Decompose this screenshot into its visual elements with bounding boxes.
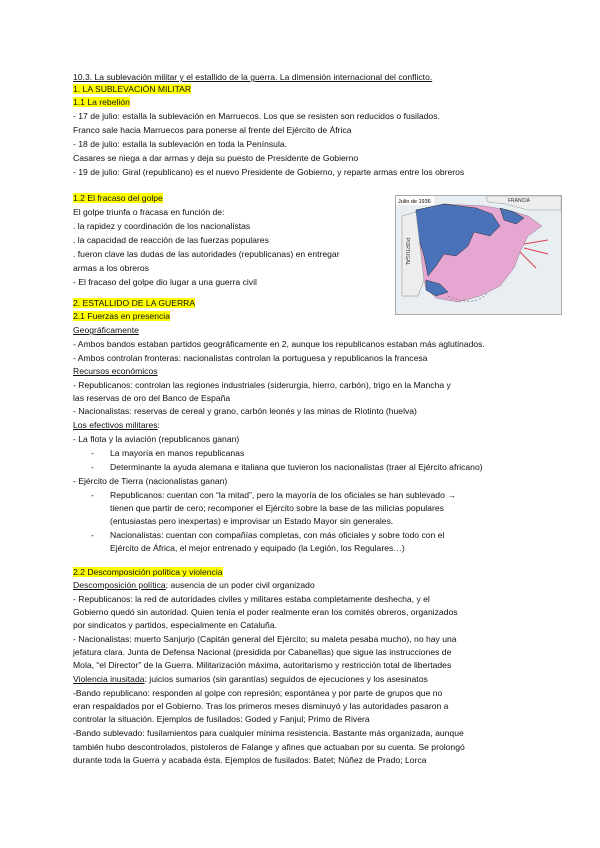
list-bullet: - [91,530,94,540]
list-item-line: Ejército de África, el mejor entrenado y equipado (la Legión, los Regulares…) [110,543,405,553]
list-bullet: - [91,462,94,472]
paragraph-line: El golpe triunfa o fracasa en función de: [73,207,225,217]
paragraph-line: jefatura clara. Junta de Defensa Nacional (presidida por Cabanellas) que sigue las instrucciones de [73,647,452,657]
subheading-recursos: Recursos económicos [73,366,158,376]
subheading-efectivos: Los efectivos militares [73,420,158,430]
paragraph-line: - 19 de julio: Giral (republicano) es el nuevo Presidente de Gobierno, y reparte armas entre los obreros [73,167,465,177]
paragraph-line: - 17 de julio: estalla la sublevación en Marruecos. Los que se resisten son reducidos o fusilados. [73,111,440,121]
list-item: Determinante la ayuda alemana e italiana que tuvieron los nacionalistas (traer al Ejército africano) [110,462,483,472]
subheading-violencia: Violencia inusitada [73,674,145,684]
paragraph-line: -Bando republicano: responden al golpe con represión; espontánea y por parte de grupos que no [73,688,443,698]
subheading-geograficamente: Geográficamente [73,325,139,335]
paragraph-line: las reservas de oro del Banco de España [73,393,231,403]
section-1-heading: 1. LA SUBLEVACIÓN MILITAR [73,84,192,94]
document-title: 10.3. La sublevación militar y el estallido de la guerra. La dimensión internacional del conflicto. [73,72,433,82]
subheading-efectivos-colon: : [157,420,160,430]
section-1-2-heading: 1.2 El fracaso del golpe [73,193,163,203]
map-graphic [396,196,561,314]
map-label-france: FRANCIA [508,198,530,204]
paragraph-line: . la rapidez y coordinación de los nacionalistas [73,221,251,231]
paragraph-line: - 18 de julio: estalla la sublevación en toda la Península. [73,139,288,149]
paragraph-line: armas a los obreros [73,263,149,273]
section-2-2-heading: 2.2 Descomposición política y violencia [73,567,223,577]
paragraph-line: . fueron clave las dudas de las autoridades (republicanas) en entregar [73,249,340,259]
list-bullet: - [91,448,94,458]
subheading-descomposicion-rest: ; ausencia de un poder civil organizado [165,580,315,590]
paragraph-line: durante toda la Guerra y acabada ésta. Ejemplos de fusilados: Batet; Núñez de Prado; Lorca [73,755,427,765]
paragraph-line: controlar la situación. Ejemplos de fusilados: Goded y Fanjul; Primo de Rivera [73,714,370,724]
list-item-line: tienen que partir de cero; recomponer el Ejército sobre la base de las milicias populares [110,503,444,513]
paragraph-line: Casares se niega a dar armas y deja su puesto de Presidente de Gobierno [73,153,359,163]
paragraph-line: por sindicatos y partidos, especialmente en Cataluña. [73,620,277,630]
paragraph-line: Franco sale hacia Marruecos para ponerse al frente del Ejército de África [73,125,352,135]
paragraph-line: - Republicanos: controlan las regiones industriales (siderurgia, hierro, carbón), trigo en la Mancha y [73,380,451,390]
paragraph-line: - La flota y la aviación (republicanos ganan) [73,434,240,444]
section-2-1-heading: 2.1 Fuerzas en presencia [73,311,170,321]
paragraph-line: - Republicanos: la red de autoridades civiles y militares estaba completamente deshecha, y el [73,594,430,604]
paragraph-line: - Ambos controlan fronteras: nacionalistas controlan la portuguesa y republicanos la francesa [73,353,428,363]
paragraph-line: Mola, “el Director” de la Guerra. Militarización máxima, autoritarismo y restricción total de libertades [73,660,452,670]
paragraph-line: - Nacionalistas: muerto Sanjurjo (Capitán general del Ejército; su maleta pesaba mucho), no hay una [73,634,457,644]
paragraph-line: - El fracaso del golpe dio lugar a una guerra civil [73,277,257,287]
subheading-descomposicion: Descomposición política [73,580,166,590]
paragraph-line: - Ejército de Tierra (nacionalistas ganan) [73,476,228,486]
list-item: Republicanos: cuentan con “la mitad”, pero la mayoría de los oficiales se han sublevado → [110,490,456,500]
map-caption: Julio de 1936 [398,199,431,205]
spain-july-1936-map [395,195,562,315]
section-1-1-heading: 1.1 La rebelión [73,97,130,107]
subheading-violencia-rest: : juicios sumarios (sin garantías) seguidos de ejecuciones y los asesinatos [144,674,428,684]
section-2-heading: 2. ESTALLIDO DE LA GUERRA [73,298,196,308]
paragraph-line: eran respaldados por el Gobierno. Tras los primeros meses disminuyó y las autoridades pasaron a [73,701,449,711]
list-item: Nacionalistas: cuentan con compañías completas, con más oficiales y sobre todo con el [110,530,445,540]
list-item-line: (entusiastas pero inexpertas) e improvisar un Estado Mayor sin generales. [110,516,394,526]
paragraph-line: -Bando sublevado: fusilamientos para cualquier mínima resistencia. Bastante más organizada, aunque [73,728,464,738]
paragraph-line: también hubo descontrolados, pistoleros de Falange y afines que actuaban por su cuenta. Se prolongó [73,742,465,752]
paragraph-line: - Nacionalistas: reservas de cereal y grano, carbón leonés y las minas de Riotinto (huelva) [73,406,417,416]
list-bullet: - [91,490,94,500]
paragraph-line: Gobierno quedó sin autoridad. Quien tenía el poder realmente eran los comités obreros, organizados [73,607,458,617]
list-item: La mayoría en manos republicanas [110,448,245,458]
paragraph-line: - Ambos bandos estaban partidos geográficamente en 2, aunque los republicanos estaban más aglutinados. [73,339,485,349]
map-label-portugal: PORTUGAL [404,238,410,266]
paragraph-line: . la capacidad de reacción de las fuerzas populares [73,235,269,245]
